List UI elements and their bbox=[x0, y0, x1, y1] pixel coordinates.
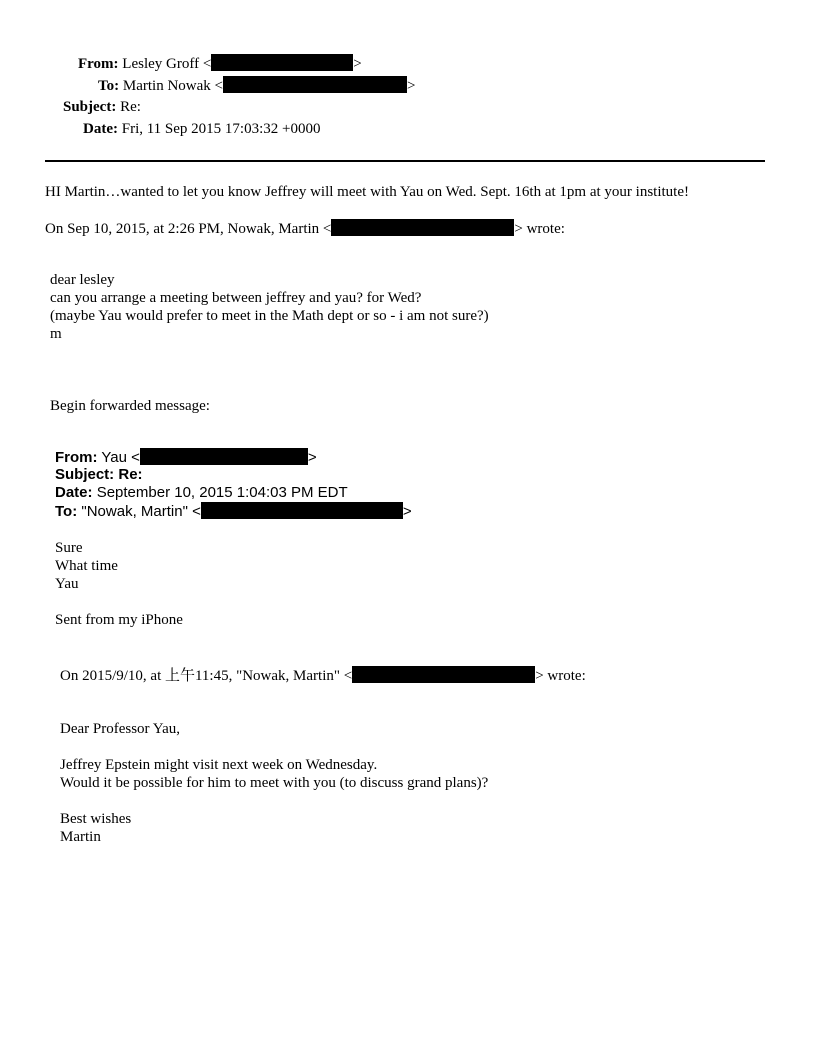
fwd-to-value: "Nowak, Martin" < bbox=[81, 503, 201, 520]
yau-message-line-3: Yau bbox=[55, 576, 79, 592]
redacted-email-yau bbox=[140, 448, 308, 465]
redacted-email-nowak bbox=[331, 219, 514, 236]
header-from-row bbox=[78, 54, 362, 73]
fwd-from-close: > bbox=[307, 449, 317, 466]
header-date-row bbox=[83, 120, 320, 138]
fwd-subject-label: Subject: bbox=[55, 466, 115, 483]
nowak-message-line-4: m bbox=[50, 326, 62, 342]
redacted-email-from bbox=[211, 54, 353, 71]
fwd-date-value: September 10, 2015 1:04:03 PM EDT bbox=[96, 484, 348, 501]
inner-closing-1: Best wishes bbox=[60, 811, 132, 827]
header-from-label: From: bbox=[78, 56, 119, 72]
yau-message-line-2: What time bbox=[55, 558, 118, 574]
header-from-close: > bbox=[353, 56, 362, 72]
yau-message-line-1: Sure bbox=[55, 540, 83, 556]
reply-line: HI Martin…wanted to let you know Jeffrey will meet with Yau on Wed. Sept. 16th at 1pm at your institute! bbox=[45, 184, 689, 200]
redacted-email-to bbox=[223, 76, 407, 93]
fwd-date-row bbox=[55, 484, 348, 502]
inner-salutation: Dear Professor Yau, bbox=[60, 721, 180, 737]
yau-signature: Sent from my iPhone bbox=[55, 612, 183, 628]
header-divider bbox=[45, 160, 765, 162]
quote1-suffix: > wrote: bbox=[514, 221, 565, 237]
header-date-value: Fri, 11 Sep 2015 17:03:32 +0000 bbox=[121, 121, 321, 137]
nowak-message-line-3: (maybe Yau would prefer to meet in the Math dept or so - i am not sure?) bbox=[50, 308, 489, 324]
header-to-label: To: bbox=[98, 78, 120, 94]
header-subject-row bbox=[63, 98, 141, 116]
fwd-to-close: > bbox=[402, 503, 412, 520]
header-to-close: > bbox=[406, 78, 416, 94]
inner-quote-suffix: > wrote: bbox=[535, 668, 586, 684]
nowak-message-line-1: dear lesley bbox=[50, 272, 115, 288]
fwd-subject-value: Re: bbox=[118, 466, 143, 483]
redacted-email-nowak-3 bbox=[352, 666, 535, 683]
inner-closing-2: Martin bbox=[60, 829, 101, 845]
nowak-message-line-2: can you arrange a meeting between jeffrey and yau? for Wed? bbox=[50, 290, 422, 306]
forwarded-label: Begin forwarded message: bbox=[50, 398, 210, 414]
fwd-from-label: From: bbox=[55, 449, 98, 466]
header-subject-label: Subject: bbox=[63, 99, 117, 115]
inner-line-1: Jeffrey Epstein might visit next week on Wednesday. bbox=[60, 757, 378, 773]
header-date-label: Date: bbox=[83, 121, 118, 137]
fwd-from-value: Yau < bbox=[101, 449, 140, 466]
fwd-subject-row bbox=[55, 466, 143, 484]
header-subject-value: Re: bbox=[120, 99, 141, 115]
quote1-prefix: On Sep 10, 2015, at 2:26 PM, Nowak, Martin < bbox=[45, 221, 332, 237]
redacted-email-nowak-2 bbox=[201, 502, 403, 519]
fwd-to-label: To: bbox=[55, 503, 78, 520]
fwd-from-row bbox=[55, 448, 317, 467]
header-to-row bbox=[98, 76, 415, 95]
inner-quote-prefix: On 2015/9/10, at 上午11:45, "Nowak, Martin" < bbox=[60, 668, 353, 684]
inner-line-2: Would it be possible for him to meet with you (to discuss grand plans)? bbox=[60, 775, 489, 791]
header-to-value: Martin Nowak < bbox=[122, 78, 223, 94]
quote1-attribution bbox=[45, 219, 565, 238]
header-from-value: Lesley Groff < bbox=[122, 56, 212, 72]
fwd-to-row bbox=[55, 502, 412, 521]
inner-quote-attribution bbox=[60, 666, 586, 685]
fwd-date-label: Date: bbox=[55, 484, 93, 501]
